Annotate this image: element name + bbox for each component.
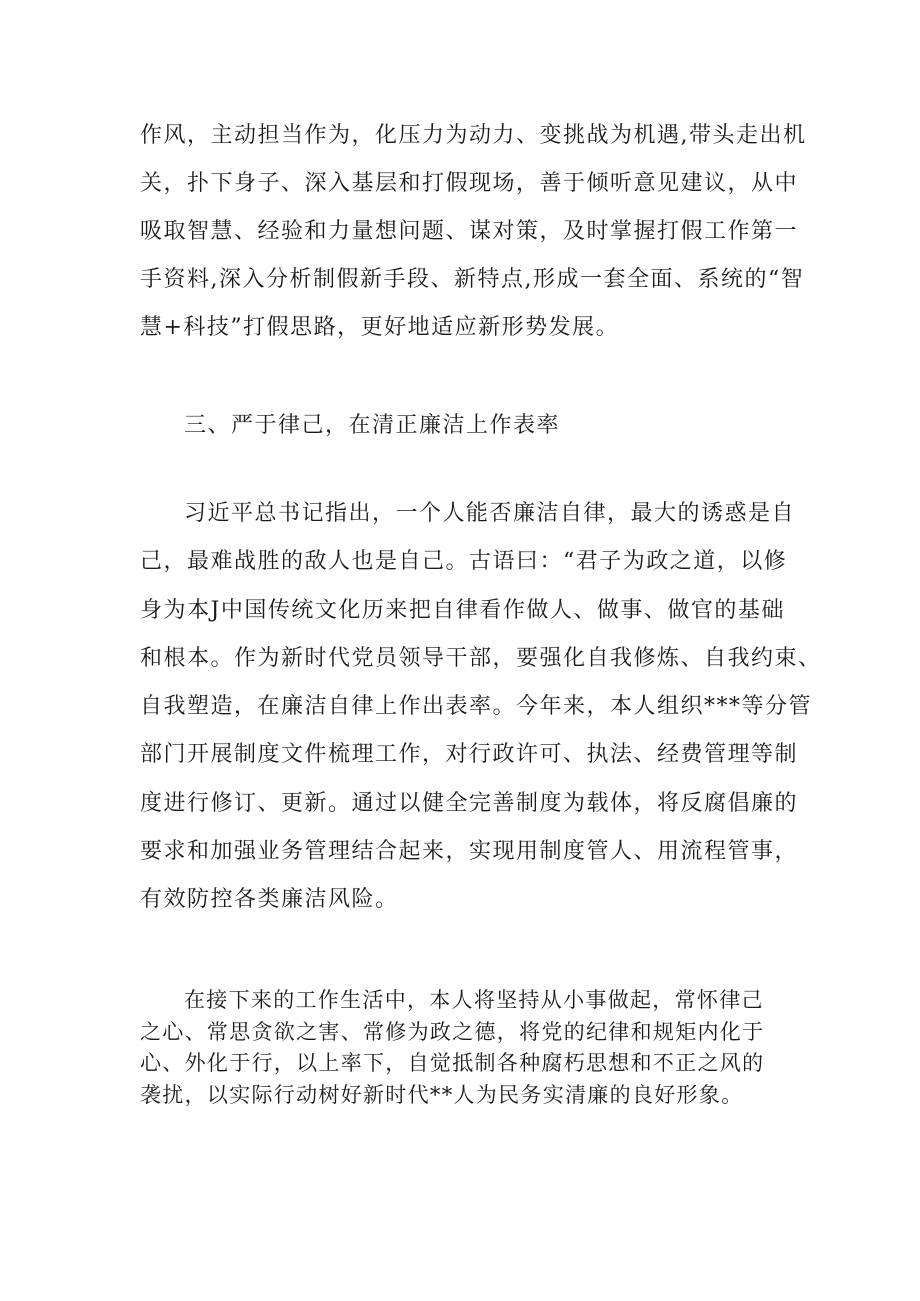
paragraph-line: 关，扑下身子、深入基层和打假现场，善于倾听意见建议，从中 <box>140 171 799 196</box>
paragraph-line: 己，最难战胜的敌人也是自己。古语曰：“君子为政之道，以修 <box>140 549 788 575</box>
paragraph-line: 之心、常思贪欲之害、常修为政之德，将党的纪律和规矩内化于 <box>140 1019 765 1044</box>
paragraph-line: 心、外化于行，以上率下，自觉抵制各种腐朽思想和不正之风的 <box>140 1051 765 1075</box>
paragraph-line: 袭扰，以实际行动树好新时代**人为民务实清廉的良好形象。 <box>140 1082 744 1107</box>
paragraph-line: 吸取智慧、经验和力量想问题、谋对策，及时掌握打假工作第一 <box>140 219 799 244</box>
paragraph-future-commitment <box>140 985 795 1111</box>
paragraph-line: 部门开展制度文件梳理工作，对行政许可、执法、经费管理等制 <box>140 742 799 768</box>
paragraph-line: 在接下来的工作生活中，本人将坚持从小事做起，常怀律己 <box>184 988 764 1012</box>
paragraph-line: 习近平总书记指出，一个人能否廉洁自律，最大的诱惑是自 <box>184 501 796 526</box>
paragraph-self-discipline <box>140 490 822 925</box>
section-heading <box>140 402 795 450</box>
paragraph-line: 作风，主动担当作为，化压力为动力、变挑战为机遇,带头走出机 <box>140 123 807 148</box>
section-heading-text: 三、严于律己，在清正廉洁上作表率 <box>184 413 561 438</box>
paragraph-line: 有效防控各类廉洁风险。 <box>140 887 399 913</box>
paragraph-line: 手资料,深入分析制假新手段、新特点,形成一套全面、系统的“智 <box>140 267 805 292</box>
paragraph-line: 和根本。作为新时代党员领导干部，要强化自我修炼、自我约束、 <box>140 645 822 671</box>
paragraph-line: 身为本J中国传统文化历来把自律看作做人、做事、做官的基础 <box>140 597 785 623</box>
paragraph-line: 自我塑造，在廉洁自律上作出表率。今年来，本人组织***等分管 <box>140 694 813 720</box>
paragraph-line: 度进行修订、更新。通过以健全完善制度为载体，将反腐倡廉的 <box>140 790 799 816</box>
paragraph-line: 要求和加强业务管理结合起来，实现用制度管人、用流程管事， <box>140 839 799 865</box>
paragraph-work-style <box>140 112 807 352</box>
paragraph-line: 慧+科技”打假思路，更好地适应新形势发展。 <box>140 315 620 340</box>
